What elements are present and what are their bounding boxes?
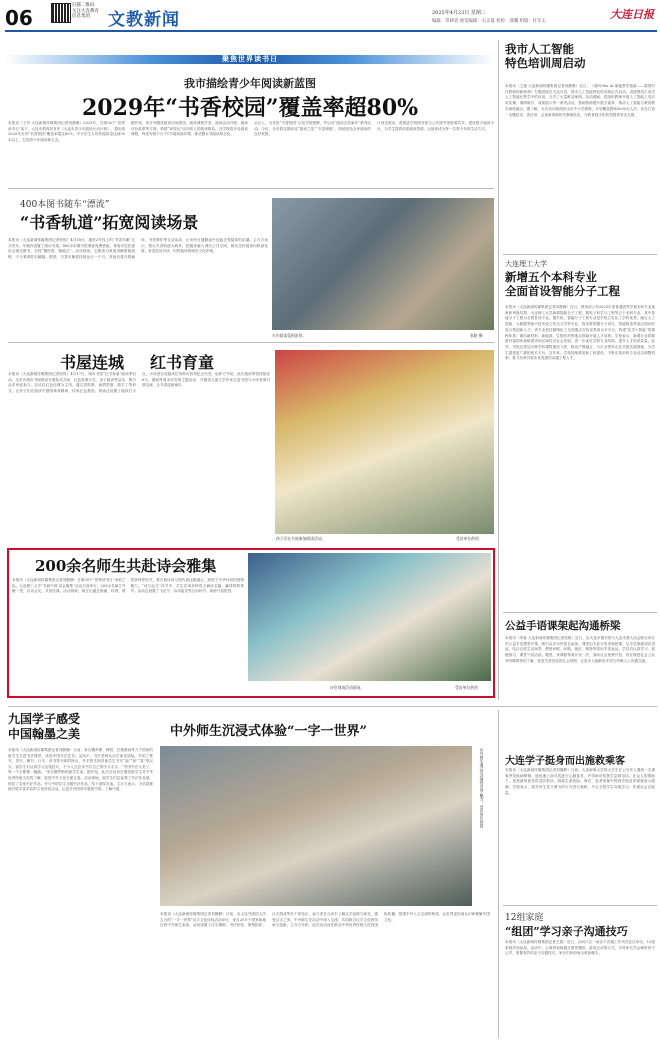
bl-body: 本报讯（大连新闻传媒集团记者刘静静）日前，来自俄罗斯、韩国、巴基斯坦等九个国家的留学生走进书法课堂，体验中国书法艺术。活动中，书法老师从汉字演变讲起，介绍了篆书、隶书、楷书、行书、草书等书体的特点，并手把手指导留学生书写“福”“和”“春”等汉字。留学生们认真学习运笔技巧，不少人还尝试书写自己的中文名字。“中国书法太美了，每一个字都像一幅画。”来自俄罗斯的留学生说。据介绍，此次活动旨在增进留学生对中华优秀传统文化的了解，促进中外文化交流互鉴。活动现场，留学生们还参观了书法作品展，欣赏了名家书法作品，并与中国学生互赠书法作品，结下深厚友谊。主办方表示，今后将继续开展丰富多彩的文化体验活动，让更多外国青年感知中国、了解中国。: [8, 748, 153, 792]
rm-headline: 新增五个本科专业 全面首设智能分子工程: [505, 270, 620, 298]
bl-headline: 九国学子感受 中国翰墨之美: [8, 712, 81, 741]
train-photographer: 张皓 摄: [470, 333, 483, 338]
mid-body: 本报讯（大连新闻传媒集团记者张锐）4月17日，城市书屋“红书育童”阅读季启动。全市各城市书屋联动开展绘本共读、红色故事分享、亲子阅读等活动，吸引众多家庭参与。活动以红色经典为主线，通过讲故事、演情景剧、做手工等形式，让孩子们在阅读中感悟革命精神，传承红色基因。现场还设置了阅读打卡点，小读者完成阅读任务即可获得纪念书签。组织方介绍，此次阅读季将持续至6月，期间每周末均安排主题活动，并邀请儿童文学作家走进书屋与小读者面对面交流，让书香浸润童年。: [8, 372, 270, 393]
lead-col: 本报讯（王肖 大连新闻传媒集团记者刘静静）2029年，在第30个“世界读书日”前夕，大连市教育局发布《大连市青少年阅读行动计划》，提出到2029年全市“书香校园”覆盖率超过80%，中小学生人均年阅读量达到30本以上，打造青少年阅读新生态。: [8, 121, 125, 142]
page-header: [0, 0, 660, 32]
rl-body: 本报讯（李嘉 大连新闻传媒集团记者张锐）近日，由大连市图书馆与大连市聋人协会联合举办的公益手语课堂开课，吸引众多市民报名参加。课堂由专业手语老师授课，从手语基础知识讲起，结合日常生活场景，教授问候、问路、就医、购物等常用手语表达。学员们认真学习，积极练习，课堂气氛活跃。据悉，该课程每周开设一次，面向社会免费开放，旨在增进社会公众对听障群体的了解，营造关爱包容的社会氛围，让更多人能够用手语与听障人士沟通交流。: [505, 636, 655, 663]
divider: [503, 612, 657, 613]
section-title: 文教新闻: [108, 10, 180, 30]
mid-photographer: 受访单位供图: [456, 536, 479, 541]
rb1-body: 本报讯（大连新闻传媒集团记者刘静静）日前，大连海事大学的大学生在公交车上遇到一名乘客突发疾病晕倒，他迅速上前对其进行心肺复苏，并协助司机拨打急救电话。在众人的帮助下，患者最终被及时送医救治，脱离生命危险。事后，患者家属专程到学校送来锦旗表示感谢。学校表示，将对该生见义勇为的行为进行表彰，号召全校学生向他学习，传递社会正能量。: [505, 768, 655, 795]
feature-headline: 200余名师生共赴诗会雅集: [35, 557, 217, 575]
editor-line: 编辑：常耕者 视觉编辑：石正夏 校检：邵馨 组版：杜军玉: [432, 19, 546, 24]
mid-headline-left: 书屋连城: [60, 353, 125, 372]
rt-headline: 我市人工智能 特色培训周启动: [505, 42, 586, 70]
train-body: 本报讯（大连新闻传媒集团记者张锐）4月18日，地铁2号线上的“书香车厢”正式发车。车厢内设置了流动书架，400余本图书供乘客免费借阅，乘客可在任意站点借还图书，实现“随时借、随地还”。活动现场，志愿者为乘客讲解借阅流程，不少乘客驻足翻阅。据悉，书香车厢将持续运行一个月，其间还将开展诵读、书签制作等互动活动，让市民在通勤途中也能享受阅读的乐趣。主办方表示，将以书香轨道为载体，把阅读融入城市公共空间，推动全民阅读向纵深发展，营造处处可读、时时能读的城市文化环境。: [8, 238, 268, 259]
train-photo: [272, 198, 494, 330]
divider: [8, 188, 494, 189]
divider: [503, 254, 657, 255]
lead-headline: 2029年“书香校园”覆盖率超80%: [81, 95, 419, 121]
train-caption: 车内阅读氛围浓厚。: [272, 333, 307, 338]
rt-body: 本报讯（王通 大连新闻传媒集团记者刘静静）近日，《面向Gen AI 赋能教学创新——数智时代教师的新使命》专题讲座在大连开讲，我市人工智能特色培训周正式启动。讲座围绕生成式人工智能在教学中的应用，分享了大量鲜活案例。活动期间，将组织教师开展人工智能工具应用实操、课例研讨、成果展示等一系列活动，帮助教师提升数字素养，推动人工智能与教育教学深度融合。据了解，本次培训周面向全市中小学教师，计划覆盖教师3000余人次，旨在打造一支懂技术、善应用、会创新的新时代教师队伍，为教育数字化转型提供坚实支撑。: [505, 84, 655, 117]
feature-caption: 诗会现场活动现场。: [330, 685, 365, 690]
qr-code: [52, 4, 70, 22]
rb2-headline: “组团”学习亲子沟通技巧: [505, 925, 628, 938]
lead-col: 会议上，为首批“书香校园”示范学校授牌，并启动“阅读点亮童年”系列活动。今后，全市将定期评选“阅读之星”“书香班级”，持续营造全民阅读的良好氛围。: [254, 121, 371, 137]
rb2-body: 本报讯（大连新闻传媒集团记者王震）近日，沙河口区一场亲子沟通工作坊在社区举办，12组家庭共同参加。活动中，心理咨询师通过情景模拟、游戏互动等方式，引导家长学会倾听孩子心声，掌握有效的亲子沟通技巧。家长们纷纷表示收获颇丰。: [505, 940, 655, 956]
feature-body: 本报讯（大连新闻传媒集团记者刘静静）在第30个“世界读书日”来临之际，大连理工大学“书韵中国 诗会雅集”活动日前举行，200余名师生齐聚一堂，以诗会友，共赏经典。活动现场，师生们通过朗诵、吟唱、情景演绎等形式，将古典诗词与现代表达相融合，展现了中华诗词的独特魅力。“诗与远方”环节中，学生们用多种语言诵读名篇，赢得阵阵掌声。活动还设置了飞花令、诗词接龙等互动环节，现场气氛热烈。: [12, 578, 244, 594]
bc-photo: [160, 746, 472, 906]
divider: [8, 342, 494, 343]
divider: [8, 706, 657, 707]
divider: [503, 905, 657, 906]
mid-caption: 孩子们在书屋参加阅读活动。: [276, 536, 326, 541]
lead-kicker: 我市描绘青少年阅读新蓝图: [184, 77, 316, 90]
rm-body: 本报讯（大连新闻传媒集团记者刘静静）近日，教育部公布2025年度普通高等学校本科专业备案和审批结果，大连理工大学新增智能分子工程、微电子科学与工程等五个本科专业，其中智能分子工程为全国首设专业。据介绍，智能分子工程专业是学校立足化工学科优势，融合人工智能、大数据等新兴技术设立的交叉学科专业，将培养掌握分子设计、智能制造等前沿知识的复合型创新人才。该专业依托精细化工全国重点实验室等高水平平台，构建“化学+智能”的课程体系，面向新材料、新能源、生物医药等重点领域开展人才培养。学校表示，新增专业将紧密对接国家战略需求和区域经济社会发展，进一步优化学科专业结构，提升人才培养质量。此外，学校还将加大跨学科课程建设力度，推动产教融合，与行业领军企业共建实践基地，为学生提供更广阔的成长平台。近年来，学校持续推进新工科建设，不断完善本科专业动态调整机制，着力培养引领未来发展的卓越工程人才。: [505, 305, 655, 361]
lead-col: 计划还提出，将推进学校图书馆与公共图书馆资源共享，建设数字阅读平台，为学生提供优质阅读资源，让阅读成为每一名青少年的生活方式。: [377, 121, 494, 131]
topic-banner-label: 聚焦世界读书日: [222, 55, 278, 63]
newspaper-logo: 大连日报: [610, 8, 654, 21]
lead-col: 据介绍，该计划围绕阅读空间建设、阅读课程开发、阅读活动开展、阅读评价改革等方面，构建“家校社”协同育人的阅读格局。各学校将开设阅读课程，每周安排不少于1节阅读指导课，推动整本书阅读常态化。: [131, 121, 248, 137]
bc-headline: 中外师生沉浸式体验“一字一世界”: [170, 724, 367, 739]
bc-vertical-caption: 中外师生通过活动感受汉字魅力。受访单位供图: [480, 748, 485, 828]
train-kicker: 400本图书随车“漂流”: [20, 200, 110, 210]
topic-banner: [5, 55, 495, 64]
rl-headline: 公益手语课架起沟通桥梁: [505, 620, 621, 632]
column-rule: [498, 40, 499, 700]
lead-body: [8, 121, 494, 183]
column-rule: [498, 710, 499, 1038]
rb1-headline: 大连学子挺身而出施救乘客: [505, 756, 625, 767]
qr-caption: 扫描二维码 关注大连教育 信息集团: [72, 3, 99, 19]
bc-body: 本报讯（大连新闻传媒集团记者刘静静）日前，由大连外国语大学主办的“一字一世界”汉字文化体验活动举行，来自20多个国家和地区的中外师生参加。活动设置了汉字溯源、书法体验、篆刻拓印、汉字游戏等多个体验区，参与者在互动中了解汉字起源与演变，感受汉字之美。中外师生在活动中深入交流，共同探讨汉字文化的传承与创新。主办方介绍，此次活动旨在推动中华优秀传统文化的国际传播，搭建中外人文交流的桥梁，让世界更好地认识和理解中国文化。: [160, 912, 490, 928]
date-line: 2025年4月23日 星期三: [432, 10, 486, 16]
page-number: 06: [5, 6, 33, 30]
rb2-kicker: 12组家庭: [505, 913, 544, 923]
header-rule: [5, 30, 657, 32]
train-headline: “书香轨道”拓宽阅读场景: [20, 213, 199, 232]
mid-photo: [275, 350, 494, 534]
mid-headline-right: 红书育童: [150, 353, 215, 372]
rm-kicker: 大连理工大学: [505, 260, 547, 268]
feature-photographer: 受访单位供图: [455, 685, 478, 690]
feature-photo: [248, 553, 491, 681]
